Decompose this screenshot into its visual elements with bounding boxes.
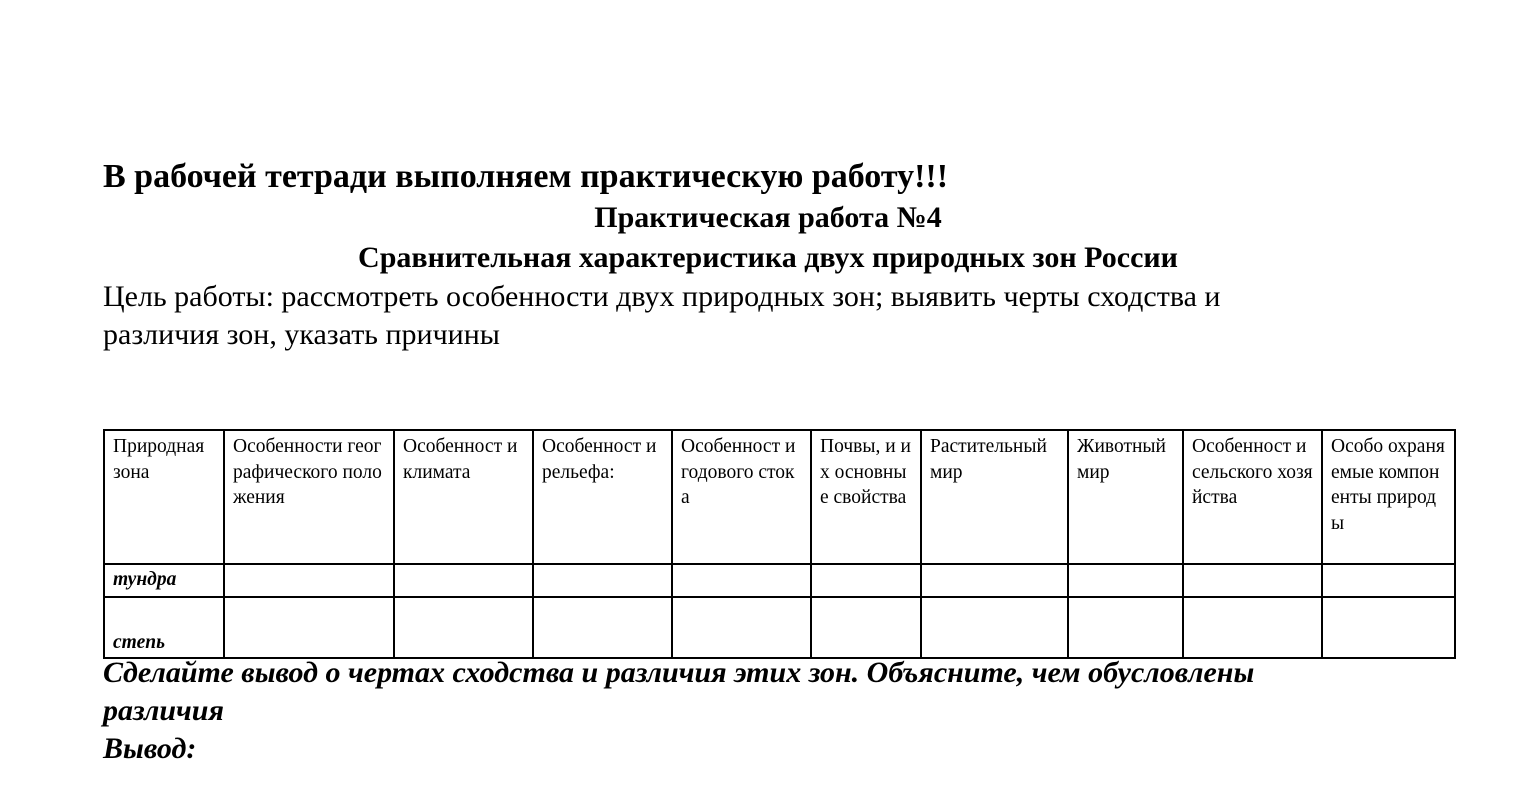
conclusion-task-line-1: Сделайте вывод о чертах сходства и различия этих зон. Объясните, чем обусловлены bbox=[103, 656, 1255, 689]
header-cell-fauna: Животный мир bbox=[1068, 430, 1183, 564]
table-cell-empty bbox=[811, 597, 921, 658]
header-cell-zone: Природная зона bbox=[104, 430, 224, 564]
table-cell-empty bbox=[1322, 597, 1455, 658]
table-cell-empty bbox=[533, 597, 672, 658]
table-cell-empty bbox=[394, 597, 533, 658]
table-row bbox=[104, 564, 1455, 597]
goal-line-1: Цель работы: рассмотреть особенности двух природных зон; выявить черты сходства и bbox=[103, 280, 1221, 313]
conclusion-block bbox=[103, 654, 1443, 768]
table-cell-empty bbox=[1322, 564, 1455, 597]
header-cell-agriculture: Особенност и сельского хозяйства bbox=[1183, 430, 1322, 564]
header-cell-protected: Особо охраняемые компоненты природы bbox=[1322, 430, 1455, 564]
zone-cell-tundra bbox=[104, 564, 224, 597]
table-cell-empty bbox=[1183, 564, 1322, 597]
conclusion-label: Вывод: bbox=[103, 732, 197, 765]
table-cell-empty bbox=[672, 564, 811, 597]
table-cell-empty bbox=[672, 597, 811, 658]
header-cell-flora: Растительный мир bbox=[921, 430, 1068, 564]
table-cell-empty bbox=[224, 597, 394, 658]
zone-name: степь bbox=[113, 631, 165, 653]
table-cell-empty bbox=[394, 564, 533, 597]
header-cell-runoff: Особенност и годового стока bbox=[672, 430, 811, 564]
header-cell-soils: Почвы, и их основные свойства bbox=[811, 430, 921, 564]
goal-paragraph bbox=[103, 278, 1403, 354]
zone-cell-steppe bbox=[104, 597, 224, 658]
table-cell-empty bbox=[224, 564, 394, 597]
table-cell-empty bbox=[921, 597, 1068, 658]
header-cell-relief: Особенност и рельефа: bbox=[533, 430, 672, 564]
work-subtitle: Сравнительная характеристика двух природных зон России bbox=[358, 241, 1178, 274]
table-cell-empty bbox=[921, 564, 1068, 597]
table-cell-empty bbox=[533, 564, 672, 597]
goal-line-2: различия зон, указать причины bbox=[103, 318, 500, 351]
zone-name: тундра bbox=[113, 569, 177, 590]
header-cell-geography: Особенности географического положения bbox=[224, 430, 394, 564]
header-cell-climate: Особенност и климата bbox=[394, 430, 533, 564]
table-cell-empty bbox=[1068, 564, 1183, 597]
table-row bbox=[104, 597, 1455, 658]
table-header-row bbox=[104, 430, 1455, 564]
table-cell-empty bbox=[1183, 597, 1322, 658]
work-title: Практическая работа №4 bbox=[594, 201, 942, 234]
table-cell-empty bbox=[1068, 597, 1183, 658]
instruction-heading: В рабочей тетради выполняем практическую работу!!! bbox=[103, 158, 949, 195]
comparison-table bbox=[103, 429, 1456, 659]
table-cell-empty bbox=[811, 564, 921, 597]
conclusion-task-line-2: различия bbox=[103, 694, 224, 727]
